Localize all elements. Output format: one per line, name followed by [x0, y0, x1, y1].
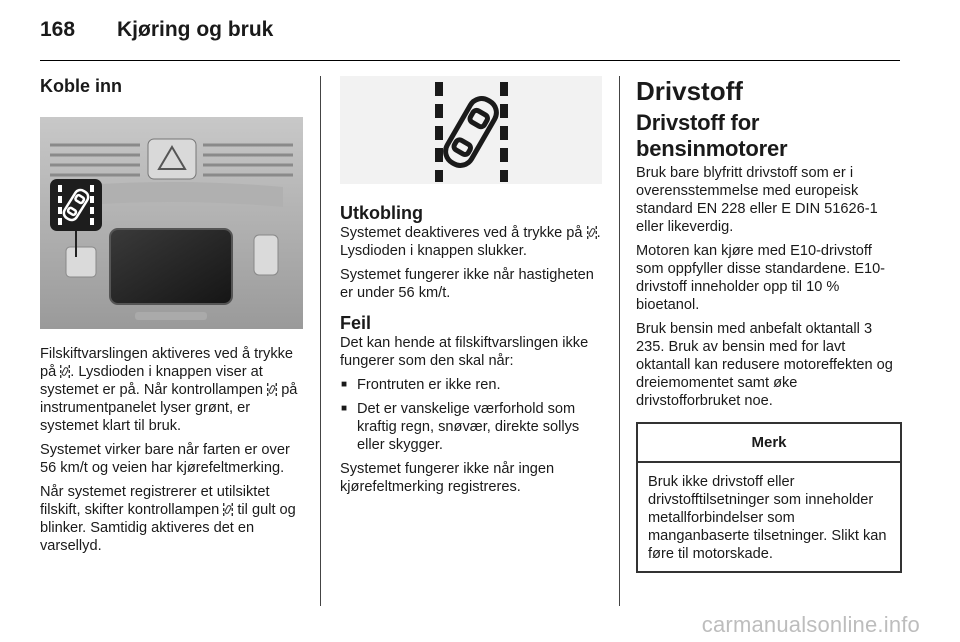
column-1	[40, 76, 305, 561]
column-3	[636, 76, 902, 573]
note-box	[636, 422, 902, 573]
list-item: ■ Det er vanskelige værforhold som kraftig regn, snøvær, direkte sollys eller skygger.	[340, 400, 605, 454]
paragraph-speed-condition: Systemet virker bare når farten er over 56 km/t og veien har kjørefeltmerking.	[40, 442, 290, 476]
heading-utkobling: Utkobling	[340, 203, 423, 223]
paragraph-unleaded: Bruk bare blyfritt drivstoff som er i overensstemmelse med europeisk standard EN 228 eller E DIN 51626-1 eller likeverdig.	[636, 165, 878, 235]
lane-departure-symbol-figure	[340, 76, 602, 184]
column-divider-2	[619, 76, 620, 606]
lane-departure-icon	[587, 226, 597, 239]
paragraph-e10: Motoren kan kjøre med E10-drivstoff som oppfyller disse standardene. E10-drivstoff inneholder opp til 10 % bioetanol.	[636, 243, 886, 313]
note-title: Merk	[638, 424, 900, 463]
page-header	[40, 18, 900, 58]
paragraph-activation: Filskiftvarslingen aktiveres ved å trykke på . Lysdioden i knappen viser at systemet er på. Når kontrollampen på instrumentpanelet lyser grønt, er systemet klart til bruk.	[40, 346, 298, 434]
heading-drivstoff: Drivstoff	[636, 76, 743, 106]
paragraph-low-speed: Systemet fungerer ikke når hastigheten er under 56 km/t.	[340, 267, 594, 301]
heading-petrol-fuel: Drivstoff for bensinmotorer	[636, 110, 788, 161]
paragraph-deactivation: Systemet deaktiveres ved å trykke på . Lysdioden i knappen slukker.	[340, 225, 601, 259]
list-item: ■ Frontruten er ikke ren.	[340, 376, 605, 394]
page-number: 168	[40, 18, 76, 41]
paragraph-fault-intro: Det kan hende at filskiftvarslingen ikke fungerer som den skal når:	[340, 335, 589, 369]
lane-departure-icon	[223, 503, 233, 516]
header-rule	[40, 60, 900, 61]
heading-feil: Feil	[340, 313, 372, 333]
chapter-title: Kjøring og bruk	[117, 18, 274, 41]
section-title-koble-inn: Koble inn	[40, 76, 122, 96]
watermark: carmanualsonline.info	[701, 612, 920, 637]
paragraph-warning: Når systemet registrerer et utilsiktet filskift, skifter kontrollampen til gult og blinker. Samtidig aktiveres det en varsellyd.	[40, 484, 296, 554]
lane-departure-icon	[267, 383, 277, 396]
lane-departure-icon	[60, 365, 70, 378]
column-2	[340, 76, 605, 502]
paragraph-octane: Bruk bensin med anbefalt oktantall 3 235. Bruk av bensin med for lavt oktantall kan redusere motoreffekten og dreiemomentet samt øke drivstofforbruket noe.	[636, 321, 893, 409]
paragraph-no-markings: Systemet fungerer ikke når ingen kjørefeltmerking registreres.	[340, 461, 555, 495]
fault-list	[340, 376, 605, 454]
column-divider-1	[320, 76, 321, 606]
page-reference-link[interactable]: 3 235	[636, 321, 873, 355]
note-text: Bruk ikke drivstoff eller drivstofftilsetninger som inneholder metallforbindelser som manganbaserte tilsetninger. Slikt kan føre til motorskade.	[648, 474, 887, 562]
dashboard-photo	[40, 117, 303, 329]
